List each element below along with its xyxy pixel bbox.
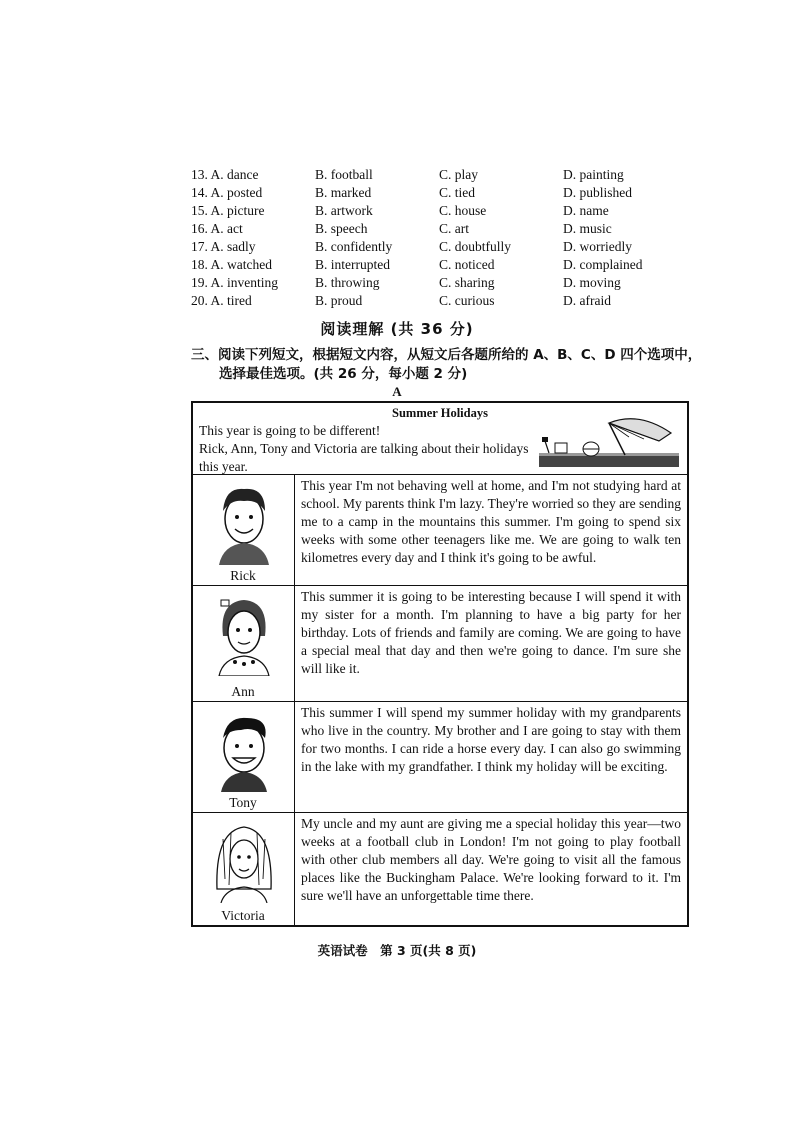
option-cell: D. painting (563, 167, 624, 182)
intro-line-2: Rick, Ann, Tony and Victoria are talking about their holidays this year. (199, 441, 529, 474)
person-text: My uncle and my aunt are giving me a special holiday this year—two weeks at a football club in London! I'm not going to play football with other club members all day. We're going to visit all the famous places like the Buckingham Palace. We're looking forward to it. I'm sure we'll have an unforgettable time there. (301, 816, 681, 903)
option-cell: B. interrupted (315, 257, 390, 272)
passage-table (191, 401, 689, 927)
option-cell: B. confidently (315, 239, 393, 254)
person-name: Tony (229, 795, 257, 810)
option-cell: 14. A. posted (191, 185, 263, 200)
beach-illustration (539, 415, 679, 467)
option-cell: B. marked (315, 185, 372, 200)
option-cell: 19. A. inventing (191, 275, 278, 290)
passage-title: Summer Holidays (392, 406, 488, 420)
person-cell (193, 586, 295, 701)
option-cell: B. proud (315, 293, 363, 308)
person-row-rick (193, 475, 687, 586)
person-name: Rick (230, 568, 256, 583)
option-row-15 (191, 202, 711, 220)
option-row-13 (191, 166, 711, 184)
option-cell: C. tied (439, 185, 475, 200)
person-row-tony (193, 702, 687, 813)
option-cell: D. name (563, 203, 609, 218)
ann-portrait-icon (211, 592, 277, 676)
option-cell: 20. A. tired (191, 293, 252, 308)
person-cell (193, 702, 295, 812)
option-cell: C. doubtfully (439, 239, 512, 254)
option-cell: B. artwork (315, 203, 373, 218)
option-row-14 (191, 184, 711, 202)
option-cell: 17. A. sadly (191, 239, 256, 254)
option-cell: 15. A. picture (191, 203, 265, 218)
instructions (191, 346, 711, 384)
option-row-18 (191, 256, 711, 274)
option-cell: D. moving (563, 275, 621, 290)
option-cell: B. speech (315, 221, 368, 236)
instructions-line-1: 三、阅读下列短文，根据短文内容，从短文后各题所给的 A、B、C、D 四个选项中， (191, 347, 702, 363)
option-cell: C. sharing (439, 275, 495, 290)
option-row-19 (191, 274, 711, 292)
intro-line-1: This year is going to be different! (199, 423, 381, 438)
victoria-portrait-icon (211, 819, 277, 903)
person-row-ann (193, 586, 687, 702)
page-footer: 英语试卷 第 3 页(共 8 页) (317, 943, 477, 958)
option-cell: B. throwing (315, 275, 380, 290)
option-cell: 13. A. dance (191, 167, 259, 182)
person-text: This year I'm not behaving well at home, and I'm not studying hard at school. My parents think I'm lazy. They're worried so they are sending me to a camp in the mountains this summer. I'm going to spend six weeks with some other teenagers like me. We are going to walk ten kilometres every day and I think it's going to be awful. (301, 478, 681, 565)
person-text: This summer it is going to be interesting because I will spend it with my sister for a month. I'm planning to have a big party for her birthday. Lots of friends and family are coming. We are going to have a special meal that day and then we're going to dance. I'm sure she will like it. (301, 589, 681, 676)
passage-header (193, 403, 687, 475)
rick-portrait-icon (211, 481, 277, 565)
person-cell (193, 475, 295, 585)
option-row-20 (191, 292, 711, 310)
option-cell: C. play (439, 167, 478, 182)
option-cell: D. complained (563, 257, 643, 272)
option-cell: C. noticed (439, 257, 495, 272)
option-cell: C. house (439, 203, 487, 218)
option-cell: D. afraid (563, 293, 611, 308)
section-title: 阅读理解 (共 36 分) (320, 320, 474, 338)
options-list (191, 166, 711, 310)
option-cell: 18. A. watched (191, 257, 272, 272)
tony-portrait-icon (211, 708, 277, 792)
passage-label: A (392, 384, 402, 399)
option-cell: D. published (563, 185, 632, 200)
person-name: Ann (231, 684, 255, 699)
person-cell (193, 813, 295, 925)
person-row-victoria (193, 813, 687, 925)
option-cell: B. football (315, 167, 373, 182)
person-name: Victoria (221, 908, 265, 923)
option-cell: C. curious (439, 293, 495, 308)
instructions-line-2: 选择最佳选项。(共 26 分，每小题 2 分) (219, 366, 468, 382)
option-cell: D. worriedly (563, 239, 632, 254)
person-text: This summer I will spend my summer holiday with my grandparents who live in the country. My brother and I are going to stay with them for two months. I can ride a horse every day. I can also go swimming in the lake with my grandfather. I think my holiday will be exciting. (301, 705, 681, 774)
option-row-16 (191, 220, 711, 238)
option-cell: C. art (439, 221, 469, 236)
option-cell: D. music (563, 221, 612, 236)
option-cell: 16. A. act (191, 221, 243, 236)
passage-intro (199, 422, 549, 476)
option-row-17 (191, 238, 711, 256)
